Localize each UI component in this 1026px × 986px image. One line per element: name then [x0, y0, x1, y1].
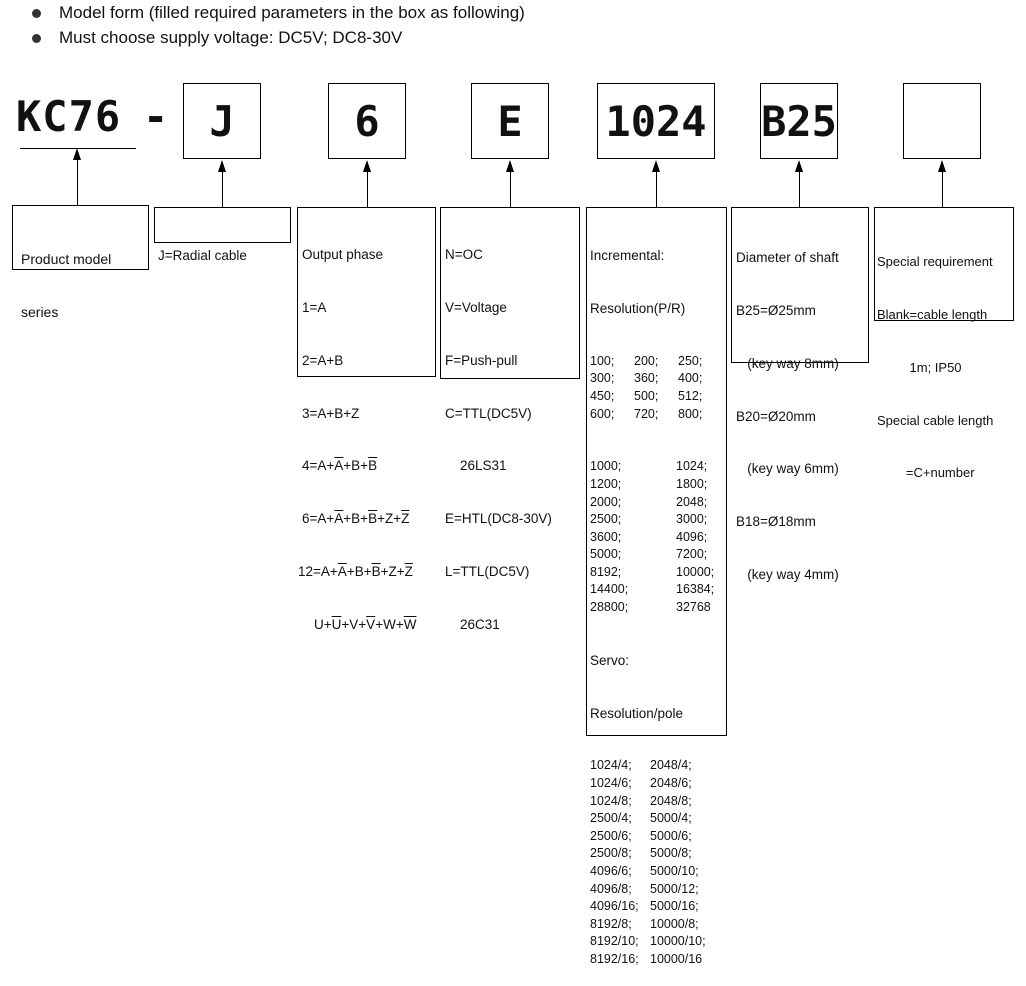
model-separator: -: [143, 92, 169, 141]
arrow-up-icon: [363, 160, 371, 172]
phase-part: U+: [314, 616, 332, 632]
resolution-value: 5000;: [590, 547, 622, 562]
servo-value: 2048/6;: [650, 776, 692, 790]
resolution-title: Incremental:: [590, 248, 665, 264]
output-line: N=OC: [445, 247, 483, 263]
connector-line: [510, 170, 511, 207]
output-line: 26C31: [445, 616, 500, 632]
bullet-dot-icon: [32, 34, 41, 43]
bullet-text: Model form (filled required parameters in the box as following): [59, 3, 525, 22]
phase-line: [314, 616, 431, 634]
cable-text: J=Radial cable: [158, 248, 247, 264]
servo-value: 5000/10;: [650, 863, 699, 878]
resolution-value: 400;: [678, 371, 703, 386]
special-line: Special cable length: [877, 412, 994, 428]
product-model-line: series: [21, 303, 59, 320]
bullet-dot-icon: [32, 9, 41, 18]
servo-value: 1024/4;: [590, 758, 632, 773]
servo-value: 10000/8;: [650, 916, 699, 931]
connector-line: [77, 160, 78, 205]
phase-part-inverted: $\overline{Z}$: [401, 511, 410, 527]
servo-value: 5000/4;: [650, 811, 692, 826]
phase-part: +W+: [375, 616, 404, 632]
servo-value: 8192/10;: [590, 934, 639, 949]
output-line: E=HTL(DC8-30V): [445, 511, 552, 527]
connector-line: [367, 170, 368, 207]
bullet-supply-voltage: [32, 28, 402, 48]
connector-line: [799, 170, 800, 207]
resolution-value: 10000;: [676, 564, 715, 579]
phase-part: +B+: [346, 563, 372, 579]
phase-part-inverted: $\overline{B}$: [371, 563, 381, 579]
servo-value: 5000/6;: [650, 828, 692, 843]
code-box-special: [903, 83, 981, 159]
shaft-line: (key way 6mm): [736, 461, 839, 477]
phase-line: 3=A+B+Z: [302, 405, 360, 421]
phase-part: +Z+: [377, 511, 402, 527]
shaft-line: B20=Ø20mm: [736, 408, 816, 424]
resolution-grid-small: [590, 353, 723, 423]
cable-box: [154, 207, 291, 264]
shaft-line: B25=Ø25mm: [736, 302, 816, 318]
resolution-value: 2500;: [590, 512, 622, 527]
servo-value: 8192/16;: [590, 951, 639, 966]
code-box-cable: J: [183, 83, 261, 159]
servo-value: 2500/6;: [590, 828, 632, 843]
resolution-value: 500;: [634, 388, 659, 403]
phase-part: +B+: [343, 511, 369, 527]
shaft-line: B18=Ø18mm: [736, 514, 816, 530]
resolution-value: 512;: [678, 388, 703, 403]
output-line: L=TTL(DC5V): [445, 563, 530, 579]
output-line: 26LS31: [445, 458, 507, 474]
product-model-line: Product model: [21, 251, 112, 268]
phase-part-inverted: $\overline{A}$: [334, 458, 344, 474]
resolution-value: 4096;: [676, 529, 708, 544]
phase-line: 2=A+B: [302, 352, 344, 368]
servo-value: 2048/8;: [650, 793, 692, 808]
resolution-value: 3600;: [590, 529, 622, 544]
phase-line: [302, 510, 431, 528]
phase-part-inverted: $\overline{V}$: [366, 616, 376, 632]
phase-part: 6=A+: [302, 511, 335, 527]
phase-part-inverted: $\overline{A}$: [334, 511, 344, 527]
servo-value: 2500/8;: [590, 846, 632, 861]
code-box-shaft: B25: [760, 83, 838, 159]
phase-part: +Z+: [380, 563, 405, 579]
phase-line: [302, 457, 431, 475]
phase-part: 12=A+: [298, 563, 338, 579]
servo-value: 2048/4;: [650, 758, 692, 773]
phase-part-inverted: $\overline{B}$: [368, 458, 378, 474]
servo-value: 10000/16: [650, 951, 703, 966]
phase-title: Output phase: [302, 247, 384, 263]
resolution-value: 250;: [678, 353, 703, 368]
servo-value: 8192/8;: [590, 916, 632, 931]
shaft-line: (key way 4mm): [736, 566, 839, 582]
servo-value: 5000/8;: [650, 846, 692, 861]
phase-part: +V+: [341, 616, 367, 632]
arrow-up-icon: [938, 160, 946, 172]
servo-title: Servo:: [590, 652, 630, 668]
servo-grid: [590, 757, 723, 968]
code-box-phase: 6: [328, 83, 406, 159]
resolution-value: 14400;: [590, 582, 629, 597]
shaft-box: [731, 207, 869, 582]
resolution-value: 8192;: [590, 564, 622, 579]
special-line: Blank=cable length: [877, 306, 988, 322]
resolution-value: 450;: [590, 388, 615, 403]
code-box-resolution: 1024: [597, 83, 715, 159]
phase-part-inverted: $\overline{U}$: [331, 616, 342, 632]
resolution-value: 1000;: [590, 459, 622, 474]
shaft-line: (key way 8mm): [736, 355, 839, 371]
shaft-line: Diameter of shaft: [736, 250, 839, 266]
special-box: [874, 207, 1014, 481]
code-box-output: E: [471, 83, 549, 159]
resolution-value: 2000;: [590, 494, 622, 509]
servo-title: Resolution/pole: [590, 705, 684, 721]
resolution-value: 32768: [676, 600, 711, 615]
output-line: V=Voltage: [445, 299, 507, 315]
resolution-value: 1024;: [676, 459, 708, 474]
product-model-box: [12, 205, 149, 320]
resolution-value: 100;: [590, 353, 615, 368]
connector-line: [942, 170, 943, 207]
phase-line: [298, 563, 431, 581]
servo-value: 5000/12;: [650, 881, 699, 896]
special-line: =C+number: [877, 465, 975, 481]
servo-value: 4096/6;: [590, 863, 632, 878]
resolution-value: 16384;: [676, 582, 715, 597]
phase-part-inverted: $\overline{B}$: [368, 511, 378, 527]
phase-part: +B+: [343, 458, 369, 474]
resolution-value: 300;: [590, 371, 615, 386]
resolution-grid-large: [590, 458, 723, 616]
connector-line: [222, 170, 223, 207]
resolution-value: 3000;: [676, 512, 708, 527]
resolution-title: Resolution(P/R): [590, 300, 686, 316]
connector-line: [656, 170, 657, 207]
output-phase-box: [297, 207, 436, 632]
resolution-box: [586, 207, 727, 966]
special-line: Special requirement: [877, 254, 993, 270]
resolution-value: 28800;: [590, 600, 629, 615]
servo-value: 1024/8;: [590, 793, 632, 808]
resolution-value: 7200;: [676, 547, 708, 562]
resolution-value: 800;: [678, 406, 703, 421]
arrow-up-icon: [506, 160, 514, 172]
resolution-value: 1200;: [590, 476, 622, 491]
output-line: C=TTL(DC5V): [445, 405, 532, 421]
phase-part-inverted: $\overline{W}$: [403, 616, 417, 632]
output-type-box: [440, 207, 580, 632]
resolution-value: 720;: [634, 406, 659, 421]
phase-part-inverted: $\overline{A}$: [337, 563, 347, 579]
bullet-model-form: [32, 3, 525, 23]
arrow-up-icon: [795, 160, 803, 172]
arrow-up-icon: [218, 160, 226, 172]
servo-value: 4096/8;: [590, 881, 632, 896]
resolution-value: 600;: [590, 406, 615, 421]
output-line: F=Push-pull: [445, 352, 518, 368]
phase-line: 1=A: [302, 299, 327, 315]
servo-value: 5000/16;: [650, 899, 699, 914]
resolution-value: 360;: [634, 371, 659, 386]
arrow-up-icon: [73, 148, 81, 160]
bullet-text: Must choose supply voltage: DC5V; DC8-30V: [59, 28, 403, 47]
special-line: 1m; IP50: [877, 359, 962, 375]
resolution-value: 2048;: [676, 494, 708, 509]
servo-value: 2500/4;: [590, 811, 632, 826]
resolution-value: 1800;: [676, 476, 708, 491]
servo-value: 4096/16;: [590, 899, 639, 914]
phase-part-inverted: $\overline{Z}$: [404, 563, 413, 579]
servo-value: 1024/6;: [590, 776, 632, 790]
servo-value: 10000/10;: [650, 934, 706, 949]
arrow-up-icon: [652, 160, 660, 172]
resolution-value: 200;: [634, 353, 659, 368]
phase-part: 4=A+: [302, 458, 335, 474]
model-prefix: KC76: [16, 92, 122, 141]
